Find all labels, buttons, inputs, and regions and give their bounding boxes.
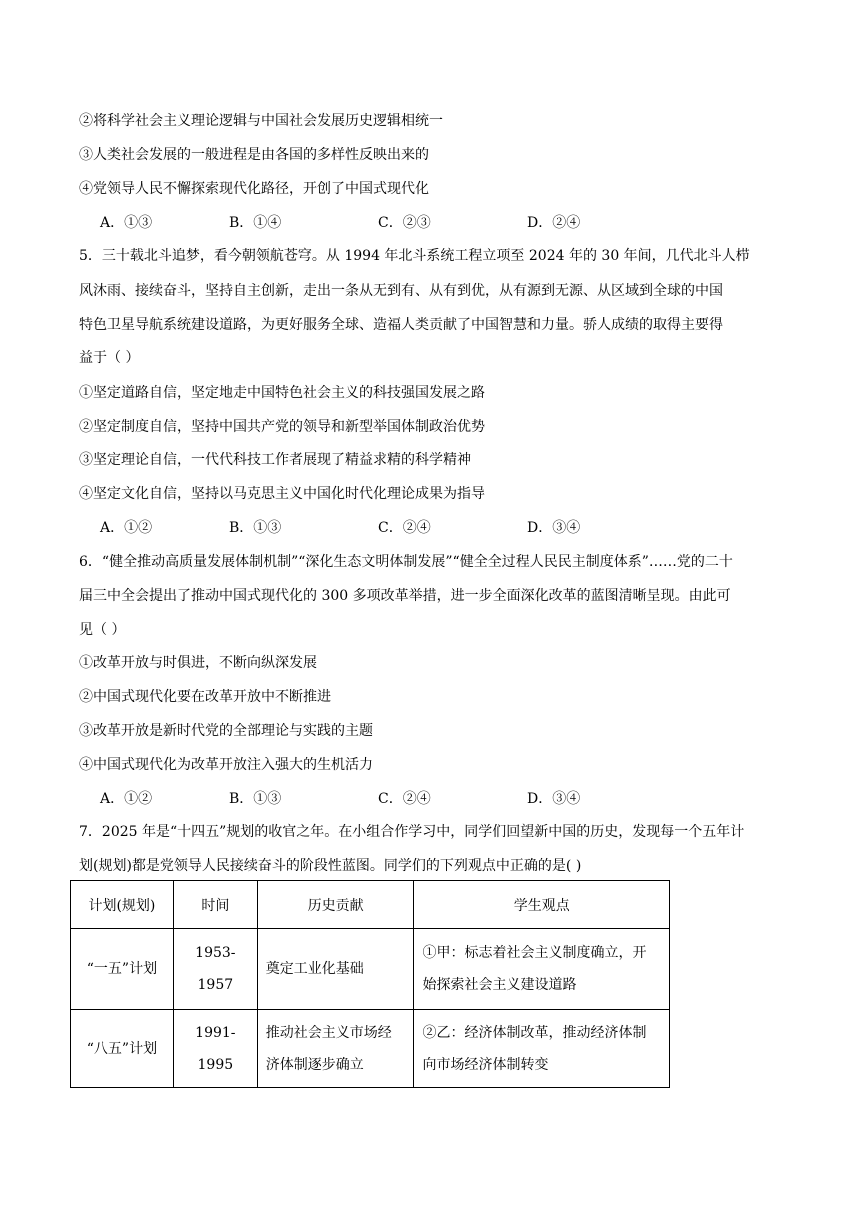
q4-item-4: ④党领导人民不懈探索现代化路径，开创了中国式现代化 [79,181,429,197]
q5-item-2: ②坚定制度自信，坚持中国共产党的领导和新型举国体制政治优势 [79,419,485,435]
q5-option-d: D．③④ [527,520,581,536]
q4-item-2: ②将科学社会主义理论逻辑与中国社会发展历史逻辑相统一 [79,113,443,129]
five-year-plan-table [70,880,670,1088]
cell-student-view [414,929,670,1010]
q5-option-b: B．①③ [229,520,282,536]
q7-stem-line-2: 划(规划)都是党领导人民接续奋斗的阶段性蓝图。同学们的下列观点中正确的是( ) [79,858,582,874]
q7-stem-line-1: 7．2025 年是“十四五”规划的收官之年。在小组合作学习中，同学们回望新中国的历史，发现每一个五年计 [79,824,745,840]
table-row [71,1010,670,1088]
cell-contribution-line-1: 推动社会主义市场经 [265,1024,392,1041]
q4-option-d: D．②④ [527,215,581,231]
cell-time: 1991-1995 [173,1010,257,1088]
q5-stem-line-4: 益于（ ） [79,350,140,366]
cell-contribution-line-2: 济体制逐步确立 [265,1056,364,1073]
table-row [71,929,670,1010]
q5-stem-line-1: 5．三十载北斗追梦，看今朝领航苍穹。从 1994 年北斗系统工程立项至 2024 年的 30 年间，几代北斗人栉 [79,248,750,264]
header-plan: 计划(规划) [71,881,174,929]
cell-student-view [414,1010,670,1088]
q5-item-4: ④坚定文化自信，坚持以马克思主义中国化时代化理论成果为指导 [79,486,485,502]
q6-option-a: A．①② [100,791,153,807]
q6-stem-line-1: 6．“健全推动高质量发展体制机制”“深化生态文明体制发展”“健全全过程人民民主制度体系”……党的二十 [79,554,733,570]
cell-time: 1953-1957 [173,929,257,1010]
q6-stem-line-2: 届三中全会提出了推动中国式现代化的 300 多项改革举措，进一步全面深化改革的蓝图清晰呈现。由此可 [79,588,731,604]
cell-view-line-1: ②乙：经济体制改革，推动经济体制 [422,1024,647,1041]
q5-option-a: A．①② [100,520,153,536]
cell-plan: “一五”计划 [71,929,174,1010]
cell-plan: “八五”计划 [71,1010,174,1088]
q4-option-b: B．①④ [229,215,282,231]
q5-item-1: ①坚定道路自信，坚定地走中国特色社会主义的科技强国发展之路 [79,385,485,401]
cell-contribution [257,1010,414,1088]
cell-contribution [257,929,414,1010]
q6-option-d: D．③④ [527,791,581,807]
q5-stem-line-3: 特色卫星导航系统建设道路，为更好服务全球、造福人类贡献了中国智慧和力量。骄人成绩的取得主要得 [79,317,723,333]
q6-item-3: ③改革开放是新时代党的全部理论与实践的主题 [79,723,373,739]
q4-item-3: ③人类社会发展的一般进程是由各国的多样性反映出来的 [79,147,429,163]
q6-item-4: ④中国式现代化为改革开放注入强大的生机活力 [79,757,373,773]
q6-item-2: ②中国式现代化要在改革开放中不断推进 [79,689,331,705]
q5-item-3: ③坚定理论自信，一代代科技工作者展现了精益求精的科学精神 [79,452,471,468]
q6-stem-line-3: 见（ ） [79,622,126,638]
q4-option-a: A．①③ [100,215,153,231]
header-time: 时间 [173,881,257,929]
header-contribution: 历史贡献 [257,881,414,929]
cell-view-line-2: 始探索社会主义建设道路 [422,977,577,993]
header-student-view: 学生观点 [414,881,670,929]
cell-view-line-1: ①甲：标志着社会主义制度确立，开 [422,945,647,961]
cell-contribution-text: 奠定工业化基础 [265,961,364,977]
q6-item-1: ①改革开放与时俱进，不断向纵深发展 [79,655,317,671]
table-header-row [71,881,670,929]
q5-stem-line-2: 风沐雨、接续奋斗，坚持自主创新，走出一条从无到有、从有到优，从有源到无源、从区域到全球的中国 [79,283,723,299]
q4-option-c: C．②③ [378,215,431,231]
q5-option-c: C．②④ [378,520,431,536]
q6-option-b: B．①③ [229,791,282,807]
cell-view-line-2: 向市场经济体制转变 [422,1056,549,1073]
q6-option-c: C．②④ [378,791,431,807]
